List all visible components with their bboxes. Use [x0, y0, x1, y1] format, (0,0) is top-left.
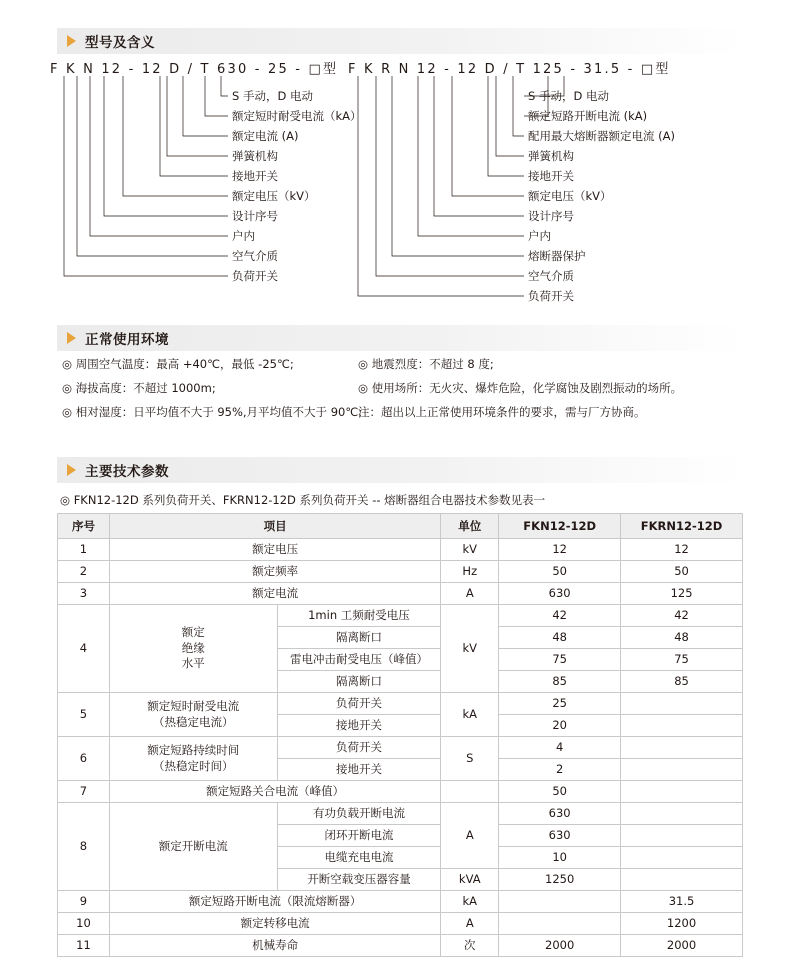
cell-fkrn — [621, 847, 743, 869]
cell-fkn: 630 — [499, 825, 621, 847]
cell-sub: 闭环开断电流 — [277, 825, 441, 847]
cell-fkrn — [621, 715, 743, 737]
legend-item: 额定短路开断电流 (kA) — [528, 109, 648, 123]
cell-item-text: 额定 绝缘 水平 — [181, 625, 205, 671]
cell-no: 2 — [58, 561, 110, 583]
cell-fkn: 50 — [499, 561, 621, 583]
col-header-fkrn: FKRN12-12D — [621, 514, 743, 539]
legend-item: 额定短时耐受电流（kA） — [232, 109, 362, 123]
cell-fkrn: 75 — [621, 649, 743, 671]
cell-sub: 负荷开关 — [277, 737, 441, 759]
cell-fkrn: 1200 — [621, 913, 743, 935]
legend-item: S 手动，D 电动 — [232, 89, 313, 103]
cell-no: 11 — [58, 935, 110, 957]
cell-fkrn: 85 — [621, 671, 743, 693]
cell-unit: 次 — [441, 935, 499, 957]
cell-item: 额定短路开断电流（限流熔断器） — [109, 891, 440, 913]
env-item-right-1: ◎ 地震烈度：不超过 8 度; — [358, 357, 494, 371]
legend-item: 户内 — [528, 229, 551, 243]
cell-unit: Hz — [441, 561, 499, 583]
table-row — [58, 913, 743, 935]
cell-sub: 隔离断口 — [277, 627, 441, 649]
cell-sub: 接地开关 — [277, 759, 441, 781]
cell-fkn: 2 — [499, 759, 621, 781]
cell-fkn — [499, 891, 621, 913]
cell-unit: kV — [441, 539, 499, 561]
section-header-specs — [57, 457, 743, 483]
cell-fkn: 2000 — [499, 935, 621, 957]
table-row — [58, 693, 743, 715]
table-row — [58, 539, 743, 561]
cell-fkrn — [621, 869, 743, 891]
table-row — [58, 803, 743, 825]
legend-item: S 手动，D 电动 — [528, 89, 609, 103]
cell-unit: A — [441, 913, 499, 935]
cell-item: 额定频率 — [109, 561, 440, 583]
legend-item: 接地开关 — [528, 169, 574, 183]
env-item-right-2: ◎ 使用场所：无火灾、爆炸危险，化学腐蚀及剧烈振动的场所。 — [358, 381, 683, 395]
model-diagram-left — [50, 58, 380, 308]
cell-sub: 有功负载开断电流 — [277, 803, 441, 825]
legend-item: 额定电压（kV） — [232, 189, 316, 203]
model-diagram-right — [348, 58, 748, 318]
legend-item: 配用最大熔断器额定电流 (A) — [528, 129, 675, 143]
cell-item: 额定转移电流 — [109, 913, 440, 935]
cell-unit: kA — [441, 891, 499, 913]
legend-item: 户内 — [232, 229, 255, 243]
cell-item — [109, 693, 277, 737]
cell-sub: 开断空载变压器容量 — [277, 869, 441, 891]
cell-unit: A — [441, 803, 499, 869]
cell-unit: kVA — [441, 869, 499, 891]
table-row — [58, 583, 743, 605]
cell-fkn — [499, 913, 621, 935]
cell-no: 9 — [58, 891, 110, 913]
env-item-left-1: ◎ 周围空气温度：最高 +40℃，最低 -25℃; — [62, 357, 294, 371]
cell-fkn: 4 — [499, 737, 621, 759]
env-item-left-3: ◎ 相对湿度：日平均值不大于 95%,月平均值不大于 90℃; — [62, 405, 363, 419]
cell-fkn: 50 — [499, 781, 621, 803]
section-title: 型号及含义 — [85, 35, 155, 51]
cell-item: 额定短路关合电流（峰值） — [109, 781, 440, 803]
triangle-bullet-icon — [67, 35, 76, 47]
cell-fkn: 20 — [499, 715, 621, 737]
cell-no: 7 — [58, 781, 110, 803]
cell-unit: A — [441, 583, 499, 605]
cell-sub: 负荷开关 — [277, 693, 441, 715]
section-title: 正常使用环境 — [85, 332, 169, 348]
col-header-unit: 单位 — [441, 514, 499, 539]
model-code-left: F K N 12 - 12 D / T 630 - 25 - □型 — [50, 62, 339, 77]
cell-fkn: 25 — [499, 693, 621, 715]
cell-fkrn: 42 — [621, 605, 743, 627]
cell-unit: kA — [441, 693, 499, 737]
cell-sub: 隔离断口 — [277, 671, 441, 693]
env-item-left-2: ◎ 海拔高度：不超过 1000m; — [62, 381, 216, 395]
cell-item: 额定电压 — [109, 539, 440, 561]
table-row — [58, 737, 743, 759]
legend-item: 弹簧机构 — [232, 149, 278, 163]
cell-item — [109, 737, 277, 781]
legend-item: 额定电流 (A) — [232, 129, 299, 143]
cell-sub: 接地开关 — [277, 715, 441, 737]
cell-fkrn — [621, 781, 743, 803]
table-caption: ◎ FKN12-12D 系列负荷开关、FKRN12-12D 系列负荷开关 -- 熔断器组合电器技术参数见表一 — [60, 493, 546, 507]
cell-no: 4 — [58, 605, 110, 693]
cell-fkrn — [621, 825, 743, 847]
col-header-item: 项目 — [109, 514, 440, 539]
model-code-right: F K R N 12 - 12 D / T 125 - 31.5 - □型 — [348, 62, 671, 77]
table-row — [58, 935, 743, 957]
legend-item: 熔断器保护 — [528, 249, 586, 263]
cell-fkn: 75 — [499, 649, 621, 671]
col-header-fkn: FKN12-12D — [499, 514, 621, 539]
cell-fkn: 85 — [499, 671, 621, 693]
legend-item: 额定电压（kV） — [528, 189, 612, 203]
cell-fkrn — [621, 759, 743, 781]
table-row — [58, 891, 743, 913]
col-header-no: 序号 — [58, 514, 110, 539]
triangle-bullet-icon — [67, 464, 76, 476]
legend-item: 设计序号 — [528, 209, 574, 223]
cell-unit — [441, 781, 499, 803]
legend-item: 设计序号 — [232, 209, 278, 223]
cell-item: 机械寿命 — [109, 935, 440, 957]
triangle-bullet-icon — [67, 332, 76, 344]
legend-item: 接地开关 — [232, 169, 278, 183]
cell-fkrn — [621, 737, 743, 759]
legend-item: 空气介质 — [232, 249, 278, 263]
cell-fkn: 42 — [499, 605, 621, 627]
cell-fkn: 630 — [499, 803, 621, 825]
cell-fkrn: 50 — [621, 561, 743, 583]
cell-no: 3 — [58, 583, 110, 605]
cell-sub-label: 1min 工频耐受电压 — [308, 608, 410, 623]
cell-fkrn: 125 — [621, 583, 743, 605]
env-item-right-3: 注：超出以上正常使用环境条件的要求，需与厂方协商。 — [358, 405, 646, 419]
legend-item: 负荷开关 — [528, 289, 574, 303]
cell-fkrn — [621, 693, 743, 715]
cell-fkrn: 48 — [621, 627, 743, 649]
cell-subgroup — [277, 605, 441, 627]
cell-unit: S — [441, 737, 499, 781]
cell-fkn: 10 — [499, 847, 621, 869]
cell-item-text: 额定短时耐受电流 （热稳定电流） — [147, 698, 240, 729]
cell-no: 5 — [58, 693, 110, 737]
cell-fkn: 630 — [499, 583, 621, 605]
section-title: 主要技术参数 — [85, 464, 169, 480]
table-row — [58, 605, 743, 627]
table-row — [58, 781, 743, 803]
cell-fkrn: 12 — [621, 539, 743, 561]
legend-item: 弹簧机构 — [528, 149, 574, 163]
cell-fkrn — [621, 803, 743, 825]
cell-fkn: 1250 — [499, 869, 621, 891]
cell-sub: 雷电冲击耐受电压（峰值） — [277, 649, 441, 671]
legend-item: 负荷开关 — [232, 269, 278, 283]
cell-no: 6 — [58, 737, 110, 781]
cell-no: 10 — [58, 913, 110, 935]
cell-sub: 电缆充电电流 — [277, 847, 441, 869]
cell-fkn: 12 — [499, 539, 621, 561]
section-header-environment — [57, 325, 743, 351]
cell-fkrn: 2000 — [621, 935, 743, 957]
cell-fkn: 48 — [499, 627, 621, 649]
table-header-row — [58, 514, 743, 539]
cell-no: 1 — [58, 539, 110, 561]
cell-unit: kV — [441, 605, 499, 693]
legend-item: 空气介质 — [528, 269, 574, 283]
cell-no: 8 — [58, 803, 110, 891]
cell-item: 额定开断电流 — [109, 803, 277, 891]
cell-fkrn: 31.5 — [621, 891, 743, 913]
cell-item-text: 额定短路持续时间 （热稳定时间） — [147, 742, 240, 773]
spec-table — [57, 513, 743, 957]
cell-item: 额定电流 — [109, 583, 440, 605]
table-row — [58, 561, 743, 583]
cell-item-group — [109, 605, 277, 693]
leader-lines-left — [50, 58, 390, 308]
section-header-model — [57, 28, 743, 54]
